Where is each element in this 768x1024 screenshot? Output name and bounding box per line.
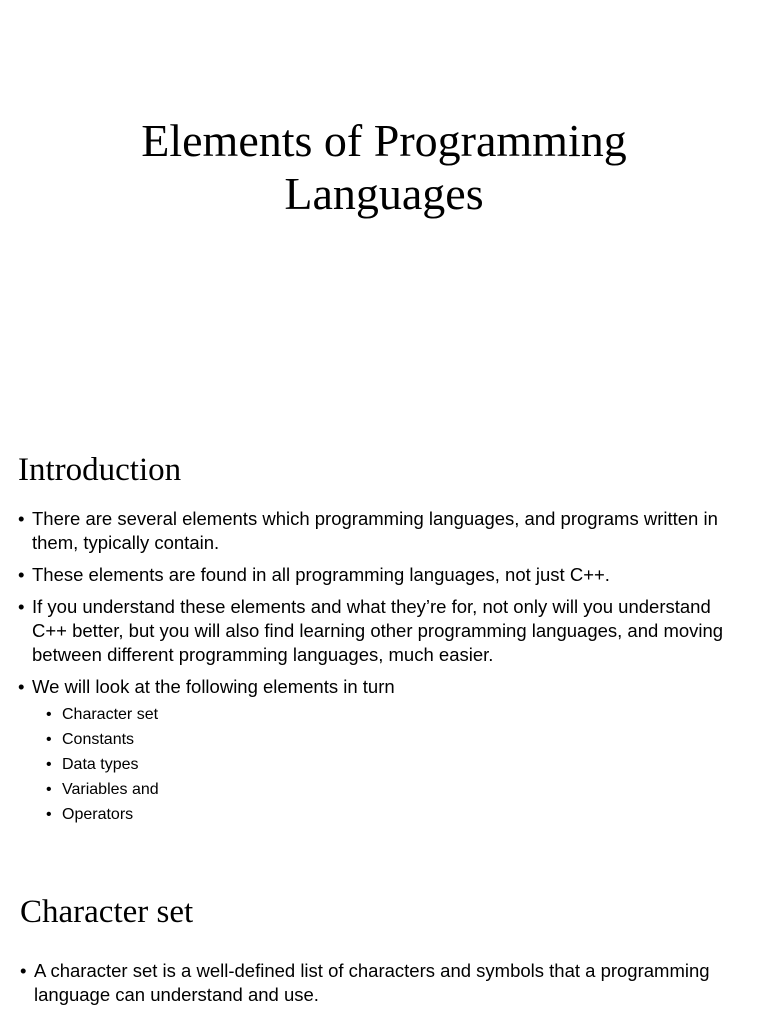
bullet-text: We will look at the following elements in turn xyxy=(32,676,395,697)
sub-bullet-item: • Constants xyxy=(46,727,748,752)
slide-heading: Character set xyxy=(20,894,194,930)
sub-bullet-item: • Operators xyxy=(46,802,748,827)
bullet-list xyxy=(18,507,748,835)
sub-bullet-item: • Variables and xyxy=(46,777,748,802)
bullet-item: • These elements are found in all programming languages, not just C++. xyxy=(18,563,748,587)
presentation-title xyxy=(0,114,768,220)
bullet-item xyxy=(18,675,748,827)
bullet-list xyxy=(20,959,750,1015)
title-line-1: Elements of Programming xyxy=(141,115,627,166)
bullet-item: • A character set is a well-defined list of characters and symbols that a programming language can understand and use. xyxy=(20,959,750,1007)
title-line-2: Languages xyxy=(284,168,484,219)
slide-heading: Introduction xyxy=(18,452,182,488)
introduction-slide xyxy=(0,440,768,865)
sub-bullet-item: • Data types xyxy=(46,752,748,777)
title-slide xyxy=(0,0,768,430)
bullet-item: • There are several elements which programming languages, and programs written in them, typically contain. xyxy=(18,507,748,555)
bullet-item: • If you understand these elements and what they’re for, not only will you understand C++ better, but you will also find learning other programming languages, and moving between different programming languages, much easier. xyxy=(18,595,748,667)
character-set-slide xyxy=(0,878,768,1024)
sub-bullet-item: • Character set xyxy=(46,702,748,727)
sub-bullet-list xyxy=(32,702,748,827)
